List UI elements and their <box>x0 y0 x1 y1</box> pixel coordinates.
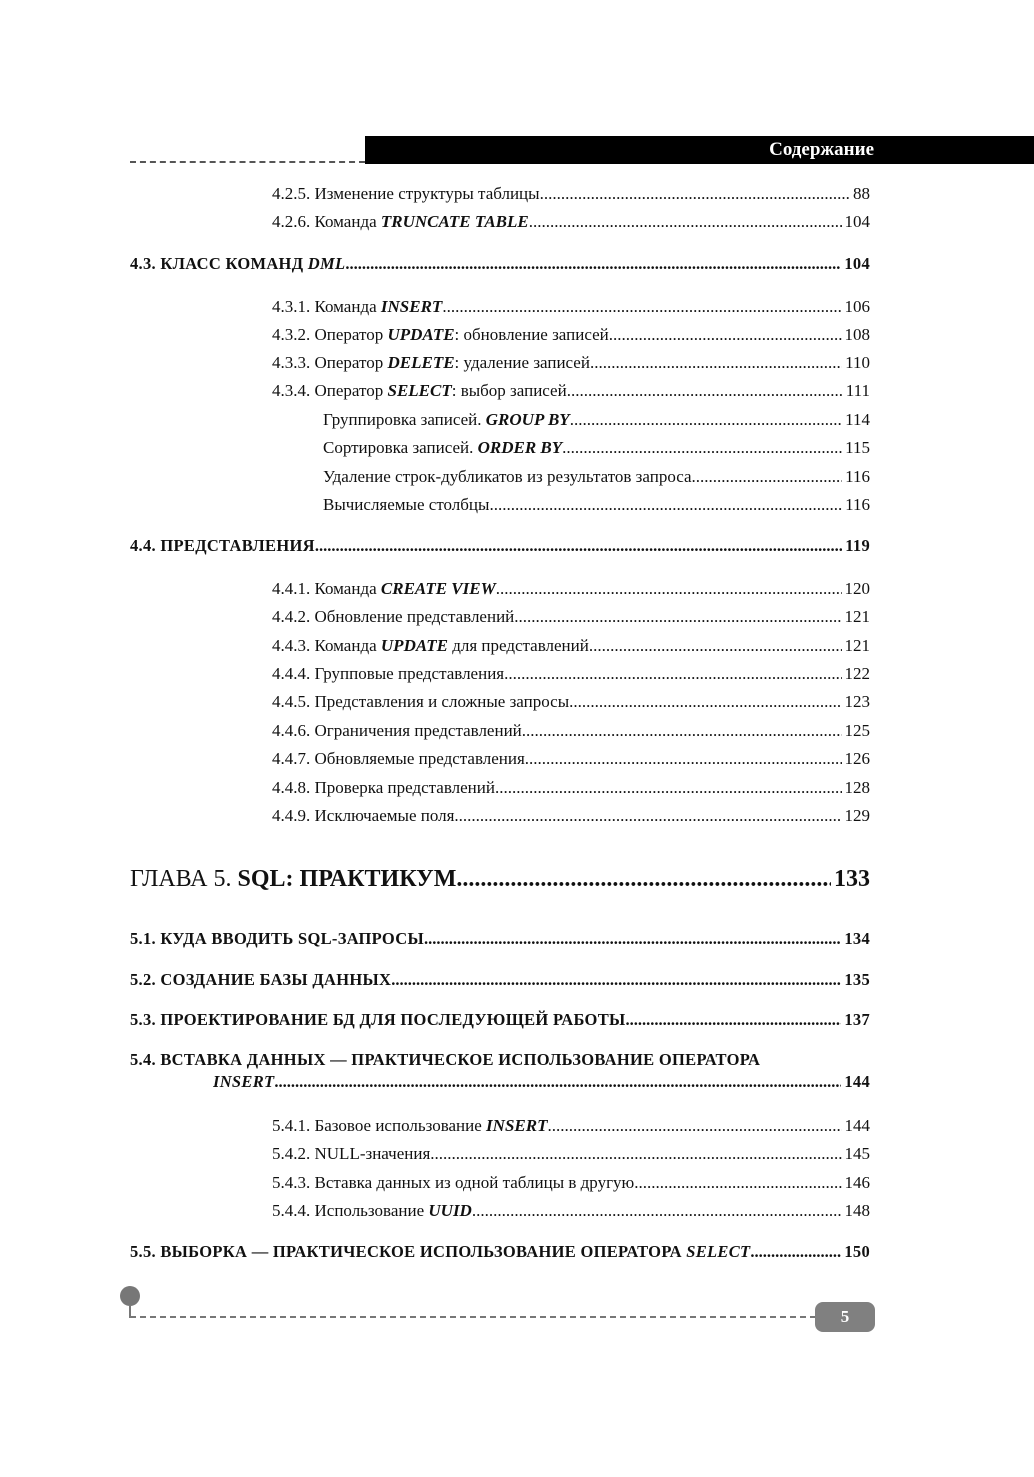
toc-leader <box>315 536 842 556</box>
toc-leader <box>454 806 841 826</box>
toc-leader <box>472 1201 842 1221</box>
toc-page-number: 108 <box>844 325 870 344</box>
toc-label: 5.3. ПРОЕКТИРОВАНИЕ БД ДЛЯ ПОСЛЕДУЮЩЕЙ РАБОТЫ <box>130 1010 626 1029</box>
toc-page-number: 123 <box>844 692 870 711</box>
toc-entry[interactable] <box>272 692 870 712</box>
toc-label: 5.2. СОЗДАНИЕ БАЗЫ ДАННЫХ <box>130 970 392 989</box>
toc-page-number: 144 <box>844 1072 870 1091</box>
toc-leader <box>750 1242 841 1262</box>
toc-entry[interactable] <box>272 381 870 401</box>
header-bar <box>365 136 1034 164</box>
toc-section[interactable] <box>130 970 870 990</box>
toc-page-number: 126 <box>844 749 870 768</box>
footer-dot-icon <box>120 1286 140 1306</box>
toc-label: 4.4. ПРЕДСТАВЛЕНИЯ <box>130 536 315 555</box>
toc-label: 5.4.1. Базовое использование INSERT <box>272 1116 548 1135</box>
toc-entry[interactable] <box>213 1072 870 1092</box>
toc-leader <box>489 495 842 515</box>
toc-page-number: 121 <box>844 607 870 626</box>
toc-label: 4.4.4. Групповые представления <box>272 664 505 683</box>
toc-label: 5.4. ВСТАВКА ДАННЫХ — ПРАКТИЧЕСКОЕ ИСПОЛЬЗОВАНИЕ ОПЕРАТОРА <box>130 1050 761 1069</box>
toc-leader <box>529 212 842 232</box>
toc-section-title-line <box>130 1050 760 1070</box>
toc-label: Группировка записей. GROUP BY <box>323 410 570 429</box>
toc-page-number: 122 <box>844 664 870 683</box>
toc-leader <box>609 325 842 345</box>
toc-code: GROUP BY <box>485 410 570 429</box>
toc-leader <box>514 607 841 627</box>
toc-leader <box>495 778 842 798</box>
toc-label: Вычисляемые столбцы <box>323 495 490 514</box>
toc-page-number: 110 <box>845 353 870 372</box>
toc-page-number: 137 <box>844 1010 870 1029</box>
toc-page-number: 145 <box>844 1144 870 1163</box>
toc-page-number: 104 <box>844 254 870 273</box>
toc-leader <box>424 929 841 949</box>
toc-label: 5.4.4. Использование UUID <box>272 1201 472 1220</box>
toc-code: ORDER BY <box>477 438 563 457</box>
toc-label: 5.4.2. NULL-значения <box>272 1144 431 1163</box>
toc-label: 4.3.4. Оператор SELECT: выбор записей <box>272 381 567 400</box>
toc-page-number: 104 <box>844 212 870 231</box>
toc-code: DELETE <box>387 353 455 372</box>
toc-code: UUID <box>428 1201 472 1220</box>
toc-label: 4.3.2. Оператор UPDATE: обновление записей <box>272 325 609 344</box>
toc-label: 4.4.2. Обновление представлений <box>272 607 515 626</box>
toc-page-number: 115 <box>845 438 870 457</box>
toc-code: TRUNCATE TABLE <box>380 212 529 231</box>
toc-code: UPDATE <box>380 636 448 655</box>
toc-label: 4.4.3. Команда UPDATE для представлений <box>272 636 589 655</box>
toc-chapter[interactable] <box>130 866 870 893</box>
toc-label: 4.4.7. Обновляемые представления <box>272 749 525 768</box>
page-number: 5 <box>815 1302 875 1332</box>
toc-page-number: 111 <box>845 381 870 400</box>
toc-page-number: 116 <box>845 495 870 514</box>
toc-page-number: 148 <box>844 1201 870 1220</box>
toc-label: 4.4.5. Представления и сложные запросы <box>272 692 570 711</box>
toc-entry[interactable] <box>323 438 870 458</box>
toc-entry[interactable] <box>272 579 870 599</box>
toc-code: SELECT <box>686 1242 751 1261</box>
toc-entry[interactable] <box>272 806 870 826</box>
toc-page-number: 125 <box>844 721 870 740</box>
header-dashed-line <box>130 161 365 163</box>
toc-entry[interactable] <box>323 410 870 430</box>
toc-entry[interactable] <box>272 212 870 232</box>
toc-leader <box>567 381 843 401</box>
toc-entry[interactable] <box>323 495 870 515</box>
toc-leader <box>569 692 841 712</box>
toc-leader <box>634 1173 841 1193</box>
toc-entry[interactable] <box>272 664 870 684</box>
toc-entry[interactable] <box>272 297 870 317</box>
toc-label: 5.4.3. Вставка данных из одной таблицы в другую <box>272 1173 635 1192</box>
toc-page-number: 120 <box>844 579 870 598</box>
toc-page-number: 129 <box>844 806 870 825</box>
toc-code: CREATE VIEW <box>380 579 496 598</box>
header-title: Содержание <box>769 139 874 160</box>
toc-entry[interactable] <box>272 184 870 204</box>
toc-leader <box>456 866 831 893</box>
toc-label: Удаление строк-дубликатов из результатов запроса <box>323 467 692 486</box>
toc-entry[interactable] <box>323 467 870 487</box>
toc-entry[interactable] <box>272 353 870 373</box>
toc-section[interactable] <box>130 254 870 274</box>
toc-entry[interactable] <box>272 749 870 769</box>
toc-page-number: 121 <box>844 636 870 655</box>
toc-code: INSERT <box>213 1072 275 1091</box>
toc-page-number: 133 <box>834 866 870 892</box>
toc-label: 5.1. КУДА ВВОДИТЬ SQL-ЗАПРОСЫ <box>130 929 424 948</box>
toc-leader <box>540 184 850 204</box>
toc-leader <box>430 1144 841 1164</box>
toc-entry[interactable] <box>272 1144 870 1164</box>
toc-leader <box>692 467 843 487</box>
toc-page-number: 106 <box>844 297 870 316</box>
toc-entry[interactable] <box>272 721 870 741</box>
toc-page-number: 88 <box>853 184 870 203</box>
toc-leader <box>589 636 842 656</box>
toc-leader <box>626 1010 842 1030</box>
toc-label: 5.5. ВЫБОРКА — ПРАКТИЧЕСКОЕ ИСПОЛЬЗОВАНИЕ ОПЕРАТОРА SELECT <box>130 1242 751 1261</box>
toc-label: 4.4.8. Проверка представлений <box>272 778 495 797</box>
toc-code: INSERT <box>486 1116 548 1135</box>
toc-label: 4.2.5. Изменение структуры таблицы <box>272 184 540 203</box>
toc-label: 4.2.6. Команда TRUNCATE TABLE <box>272 212 529 231</box>
toc-entry[interactable] <box>272 636 870 656</box>
toc-page-number: 146 <box>844 1173 870 1192</box>
toc-leader <box>496 579 842 599</box>
toc-label: 4.3.3. Оператор DELETE: удаление записей <box>272 353 590 372</box>
toc-code: DML <box>307 254 346 273</box>
toc-code: INSERT <box>380 297 443 316</box>
toc-label: 4.4.6. Ограничения представлений <box>272 721 522 740</box>
toc-entry[interactable] <box>272 1116 870 1136</box>
toc-page-number: 119 <box>845 536 870 555</box>
toc-entry[interactable] <box>272 325 870 345</box>
toc-page-number: 114 <box>845 410 870 429</box>
toc-label: 4.4.1. Команда CREATE VIEW <box>272 579 496 598</box>
toc-section[interactable] <box>130 1242 870 1262</box>
toc-leader <box>274 1072 841 1092</box>
toc-section[interactable] <box>130 536 870 556</box>
toc-code: SELECT <box>387 381 452 400</box>
toc-label: 4.4.9. Исключаемые поля <box>272 806 455 825</box>
toc-entry[interactable] <box>272 1201 870 1221</box>
toc-page-number: 128 <box>844 778 870 797</box>
toc-leader <box>504 664 841 684</box>
toc-leader <box>391 970 841 990</box>
toc-leader <box>345 254 841 274</box>
toc-label: 4.3. КЛАСС КОМАНД DML <box>130 254 346 273</box>
toc-label: 4.3.1. Команда INSERT <box>272 297 443 316</box>
toc-page-number: 144 <box>844 1116 870 1135</box>
toc-section[interactable] <box>130 1010 870 1030</box>
toc-page-number: 150 <box>844 1242 870 1261</box>
toc-label: Сортировка записей. ORDER BY <box>323 438 563 457</box>
toc-entry[interactable] <box>272 1173 870 1193</box>
toc-entry[interactable] <box>272 607 870 627</box>
footer-dashed-line <box>130 1316 816 1318</box>
toc-leader <box>547 1116 841 1136</box>
toc-page-number: 116 <box>845 467 870 486</box>
toc-leader <box>442 297 841 317</box>
toc-leader <box>562 438 842 458</box>
toc-leader <box>525 749 842 769</box>
toc-section[interactable] <box>130 929 870 949</box>
toc-label: ГЛАВА 5. SQL: ПРАКТИКУМ <box>130 866 457 892</box>
toc-code: UPDATE <box>387 325 455 344</box>
toc-leader <box>590 353 842 373</box>
toc-leader <box>522 721 842 741</box>
toc-page-number: 135 <box>844 970 870 989</box>
toc-page-number: 134 <box>844 929 870 948</box>
toc-entry[interactable] <box>272 778 870 798</box>
toc-leader <box>570 410 842 430</box>
